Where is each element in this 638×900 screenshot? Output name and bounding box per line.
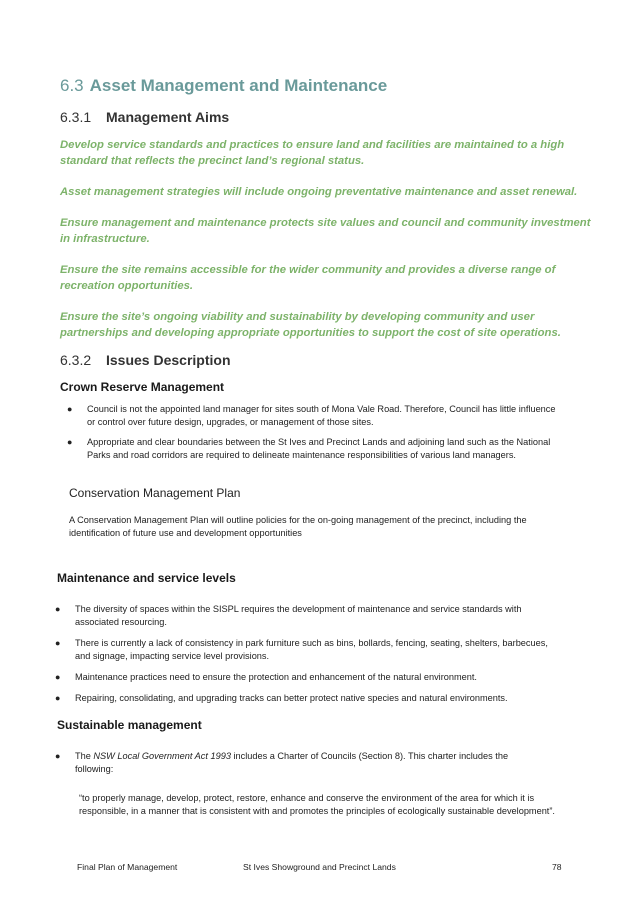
aims-heading: [60, 109, 229, 125]
bullet-dot-icon: ●: [55, 638, 61, 648]
footer-document-title: Final Plan of Management: [77, 862, 178, 872]
list-item: [55, 692, 565, 705]
issues-number: 6.3.2: [60, 352, 92, 368]
list-item-text-suffix: includes a Charter of Councils (Section 8). This charter includes the following:: [75, 751, 509, 774]
crown-heading: Crown Reserve Management: [60, 380, 225, 394]
conservation-heading: Conservation Management Plan: [69, 486, 241, 500]
aim-item: Ensure the site’s ongoing viability and sustainability by developing community and user partnerships and developing appropriate opportunities to support the cost of site operations.: [60, 311, 561, 339]
footer-page-number: 78: [552, 862, 562, 872]
footer-site-name: St Ives Showground and Precinct Lands: [243, 862, 396, 872]
list-item-text: The diversity of spaces within the SISPL requires the development of maintenance and service standards with associated resourcing.: [75, 604, 522, 627]
list-item: [67, 403, 557, 429]
aim-item: Asset management strategies will include ongoing preventative maintenance and asset renewal.: [60, 186, 578, 198]
aim-item: Ensure the site remains accessible for the wider community and provides a diverse range of recreation opportunities.: [60, 264, 556, 292]
bullet-dot-icon: ●: [67, 437, 73, 447]
act-title: NSW Local Government Act 1993: [93, 751, 231, 761]
crown-bullet-list: [67, 403, 557, 462]
aims-title: Management Aims: [106, 109, 230, 125]
list-item: [55, 750, 545, 776]
bullet-dot-icon: ●: [67, 404, 73, 414]
section-heading: [60, 76, 387, 96]
list-item: [55, 637, 565, 663]
list-item: [67, 436, 557, 462]
issues-heading: [60, 352, 231, 368]
conservation-text: A Conservation Management Plan will outline policies for the on-going management of the precinct, including the identification of future use and development opportunities: [69, 515, 527, 538]
list-item-text: Repairing, consolidating, and upgrading tracks can better protect native species and natural environments.: [75, 693, 508, 703]
list-item-text: Appropriate and clear boundaries between the St Ives and Precinct Lands and adjoining land such as the National Parks and road corridors are required to delineate maintenance responsibilities of various land managers.: [87, 437, 551, 460]
bullet-dot-icon: ●: [55, 751, 61, 761]
maintenance-heading: Maintenance and service levels: [57, 571, 236, 585]
list-item-text: Maintenance practices need to ensure the protection and enhancement of the natural environment.: [75, 672, 477, 682]
bullet-dot-icon: ●: [55, 604, 61, 614]
list-item-text: There is currently a lack of consistency in park furniture such as bins, bollards, fencing, seating, shelters, barbecues, and signage, impacting service level provisions.: [75, 638, 548, 661]
list-item-text: Council is not the appointed land manager for sites south of Mona Vale Road. Therefore, Council has little influence or control over future design, upgrades, or management of those sites.: [87, 404, 556, 427]
bullet-dot-icon: ●: [55, 693, 61, 703]
list-item-text-prefix: The: [75, 751, 94, 761]
sustainable-heading: Sustainable management: [57, 718, 202, 732]
bullet-dot-icon: ●: [55, 672, 61, 682]
list-item: [55, 603, 565, 629]
section-number: 6.3: [60, 76, 84, 95]
maintenance-bullet-list: [55, 603, 565, 705]
aims-list: [60, 137, 595, 356]
aim-item: Ensure management and maintenance protects site values and council and community investment in infrastructure.: [60, 217, 591, 245]
issues-title: Issues Description: [106, 352, 231, 368]
list-item: [55, 671, 565, 684]
sustainable-bullet-list: [55, 750, 545, 776]
section-title: Asset Management and Maintenance: [89, 76, 388, 95]
aims-number: 6.3.1: [60, 109, 92, 125]
aim-item: Develop service standards and practices to ensure land and facilities are maintained to a high standard that reflects the precinct land’s regional status.: [60, 139, 565, 167]
charter-quote: “to properly manage, develop, protect, restore, enhance and conserve the environment of the area for which it is responsible, in a manner that is consistent with and promotes the principles of ecologically sustainable development”.: [79, 793, 555, 816]
